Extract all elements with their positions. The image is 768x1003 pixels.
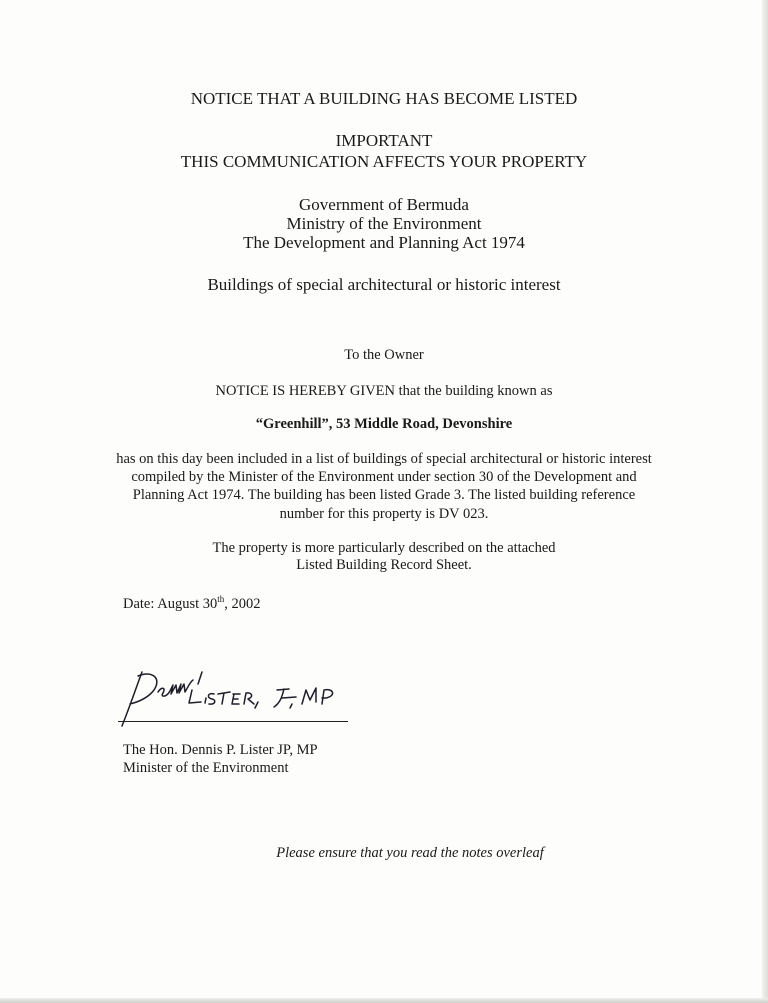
body-line-1: has on this day been included in a list of buildings of special architectural or historic interest bbox=[116, 451, 652, 467]
date-year: , 2002 bbox=[224, 596, 261, 612]
important-heading: IMPORTANT bbox=[335, 131, 433, 150]
building-address: “Greenhill”, 53 Middle Road, Devonshire bbox=[255, 416, 513, 432]
notice-title: NOTICE THAT A BUILDING HAS BECOME LISTED bbox=[190, 89, 578, 108]
notice-date bbox=[123, 596, 261, 613]
body-line-3: Planning Act 1974. The building has been listed Grade 3. The listed building reference bbox=[132, 487, 636, 503]
page-right-edge bbox=[762, 0, 768, 1003]
notice-given-line: NOTICE IS HEREBY GIVEN that the building known as bbox=[215, 383, 553, 399]
government-name: Government of Bermuda bbox=[299, 195, 469, 214]
page-bottom-edge bbox=[0, 998, 768, 1003]
body-line-2: compiled by the Minister of the Environment under section 30 of the Development and bbox=[131, 469, 637, 485]
signature-line bbox=[118, 721, 348, 722]
described-line-2: Listed Building Record Sheet. bbox=[296, 557, 472, 573]
act-name: The Development and Planning Act 1974 bbox=[243, 233, 525, 252]
ministry-name: Ministry of the Environment bbox=[286, 214, 482, 233]
date-prefix: Date: August 30 bbox=[123, 596, 218, 612]
described-line-1: The property is more particularly described on the attached bbox=[212, 540, 556, 556]
footer-note: Please ensure that you read the notes overleaf bbox=[276, 845, 544, 861]
signatory-title: Minister of the Environment bbox=[123, 760, 289, 776]
body-line-4: number for this property is DV 023. bbox=[279, 506, 489, 522]
date-ordinal-suffix: th bbox=[217, 594, 225, 605]
signatory-name: The Hon. Dennis P. Lister JP, MP bbox=[123, 742, 318, 758]
handwritten-signature bbox=[112, 660, 352, 730]
affects-property-heading: THIS COMMUNICATION AFFECTS YOUR PROPERTY bbox=[180, 152, 588, 171]
subject-line: Buildings of special architectural or historic interest bbox=[207, 275, 561, 294]
salutation: To the Owner bbox=[344, 347, 424, 363]
